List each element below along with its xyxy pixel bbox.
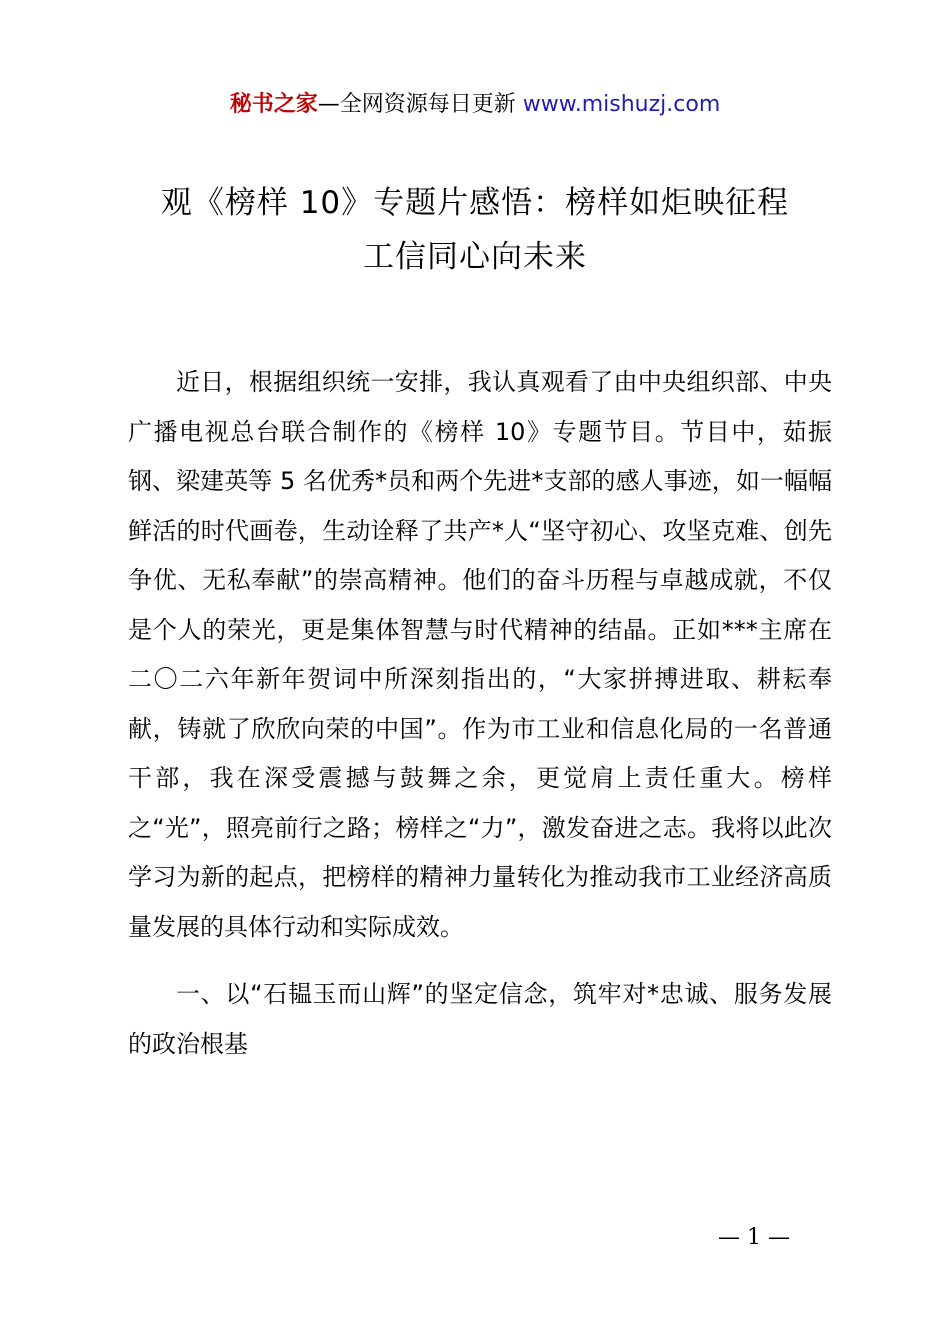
page-number: — 1 — — [718, 1225, 790, 1250]
brand-name: 秘书之家 — [229, 92, 318, 117]
title-line-1: 观《榜样 10》专题片感悟：榜样如炬映征程 — [160, 185, 790, 221]
document-title — [0, 176, 950, 284]
intro-paragraph: 近日，根据组织统一安排，我认真观看了由中央组织部、中央广播电视总台联合制作的《榜样 10》专题节目。节目中，茹振钢、梁建英等 5 名优秀*员和两个先进*支部的感人事迹，如一幅幅鲜活的时代画卷，生动诠释了共产*人“坚守初心、攻坚克难、创先争优、无私奉献”的崇高精神。他们的奋斗历程与卓越成就，不仅是个人的荣光，更是集体智慧与时代精神的结晶。正如***主席在二〇二六年新年贺词中所深刻指出的，“大家拼搏进取、耕耘奉献，铸就了欣欣向荣的中国”。作为市工业和信息化局的一名普通干部，我在深受震撼与鼓舞之余，更觉肩上责任重大。榜样之“光”，照亮前行之路；榜样之“力”，激发奋进之志。我将以此次学习为新的起点，把榜样的精神力量转化为推动我市工业经济高质量发展的具体行动和实际成效。 — [128, 368, 832, 941]
header-tagline: —全网资源每日更新 — [317, 92, 523, 117]
site-header — [0, 88, 950, 122]
section-heading-1: 一、以“石韫玉而山辉”的坚定信念，筑牢对*忠诚、服务发展的政治根基 — [128, 980, 832, 1058]
title-line-2: 工信同心向未来 — [363, 239, 587, 275]
document-body — [128, 358, 832, 1069]
site-url-link[interactable]: www.mishuzj.com — [522, 92, 721, 117]
